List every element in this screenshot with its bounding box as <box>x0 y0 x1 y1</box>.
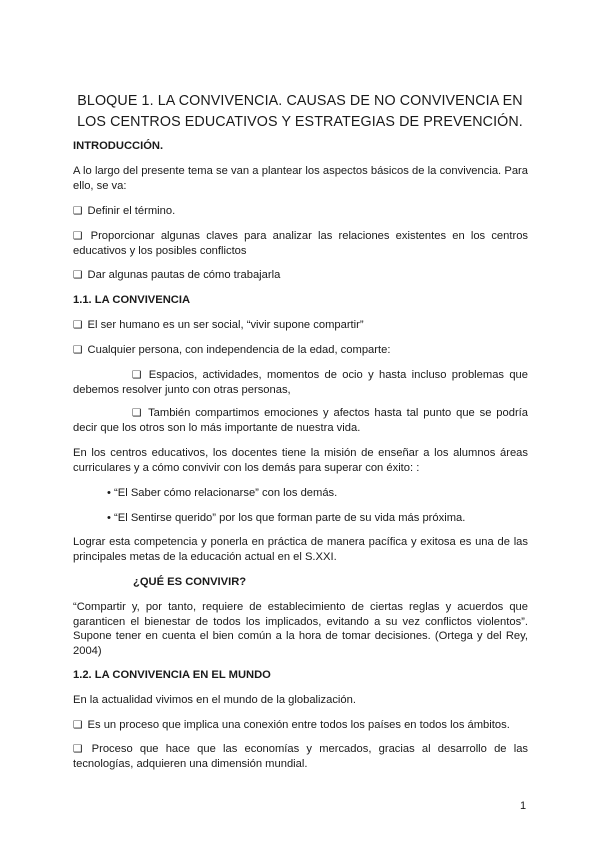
checkbox-bullet-icon: ❑ <box>73 319 83 331</box>
title-line-2: LOS CENTROS EDUCATIVOS Y ESTRATEGIAS DE PREVENCIÓN. <box>77 113 523 130</box>
checkbox-bullet-icon: ❑ <box>132 369 142 381</box>
intro-bullet-2-text: Proporcionar algunas claves para analizar las relaciones existentes en los centros educativos y los posibles conflictos <box>73 230 529 257</box>
s11-sub-bullet-1-text: Espacios, actividades, momentos de ocio y hasta incluso problemas que debemos resolver junto con otras personas, <box>73 369 528 396</box>
intro-bullet-2 <box>73 229 528 258</box>
s11-sub-bullet-2 <box>73 406 528 435</box>
document-title <box>40 91 560 132</box>
s11-bullet-2 <box>73 343 528 358</box>
intro-bullet-3 <box>73 268 528 283</box>
s11-sub-bullet-1 <box>73 368 528 397</box>
s12-bullet-1-text: Es un proceso que implica una conexión entre todos los países en todos los ámbitos. <box>87 719 510 731</box>
checkbox-bullet-icon: ❑ <box>73 269 83 281</box>
checkbox-bullet-icon: ❑ <box>73 230 83 242</box>
checkbox-bullet-icon: ❑ <box>73 743 83 755</box>
s12-paragraph-1: En la actualidad vivimos en el mundo de la globalización. <box>73 694 356 706</box>
dot-bullet-icon: • <box>107 512 111 524</box>
s11-sub-bullet-2-text: También compartimos emociones y afectos hasta tal punto que se podría decir que los otros son lo más importante de nuestra vida. <box>73 407 528 434</box>
s12-bullet-2 <box>73 742 528 771</box>
section-1-1-heading: 1.1. LA CONVIVENCIA <box>73 294 191 306</box>
s12-bullet-2-text: Proceso que hace que las economías y mercados, gracias al desarrollo de las tecnologías, adquieren una dimensión mundial. <box>73 743 529 770</box>
s11-bullet-1-text: El ser humano es un ser social, “vivir supone compartir” <box>87 319 364 331</box>
convivir-question-heading: ¿QUÉ ES CONVIVIR? <box>133 576 247 588</box>
s11-dot-item-2-text: “El Sentirse querido” por los que forman parte de su vida más próxima. <box>114 512 466 524</box>
checkbox-bullet-icon: ❑ <box>73 719 83 731</box>
s11-paragraph-2: Lograr esta competencia y ponerla en práctica de manera pacífica y exitosa es una de las principales metas de la educación actual en el S.XXI. <box>73 536 528 563</box>
checkbox-bullet-icon: ❑ <box>132 407 142 419</box>
s11-dot-item-1 <box>107 486 562 501</box>
intro-bullet-3-text: Dar algunas pautas de cómo trabajarla <box>87 269 281 281</box>
intro-paragraph-text: A lo largo del presente tema se van a plantear los aspectos básicos de la convivencia. Para ello, se va: <box>73 165 528 192</box>
s11-dot-item-1-text: “El Saber cómo relacionarse” con los demás. <box>114 487 338 499</box>
s11-paragraph-1: En los centros educativos, los docentes tiene la misión de enseñar a los alumnos áreas curriculares y a cómo convivir con los demás para superar con éxito: : <box>73 447 528 474</box>
convivir-quote: “Compartir y, por tanto, requiere de establecimiento de ciertas reglas y acuerdos que garanticen el bienestar de todos los implicados, evitando a su vez conflictos violentos”. Supone tener en cuenta el bien común a la hora de tomar decisiones. (Ortega y del Rey, 2004) <box>73 601 528 657</box>
title-line-1: BLOQUE 1. LA CONVIVENCIA. CAUSAS DE NO CONVIVENCIA EN <box>77 93 523 109</box>
intro-heading: INTRODUCCIÓN. <box>73 140 164 152</box>
intro-paragraph <box>73 164 528 193</box>
page-number: 1 <box>520 800 527 812</box>
s12-bullet-1 <box>73 718 528 733</box>
intro-bullet-1-text: Definir el término. <box>87 205 176 217</box>
checkbox-bullet-icon: ❑ <box>73 205 83 217</box>
section-1-2-heading: 1.2. LA CONVIVENCIA EN EL MUNDO <box>73 669 271 681</box>
checkbox-bullet-icon: ❑ <box>73 344 83 356</box>
intro-bullet-1 <box>73 204 528 219</box>
s11-bullet-2-text: Cualquier persona, con independencia de la edad, comparte: <box>87 344 391 356</box>
dot-bullet-icon: • <box>107 487 111 499</box>
s11-dot-item-2 <box>107 511 562 526</box>
s11-bullet-1 <box>73 318 528 333</box>
